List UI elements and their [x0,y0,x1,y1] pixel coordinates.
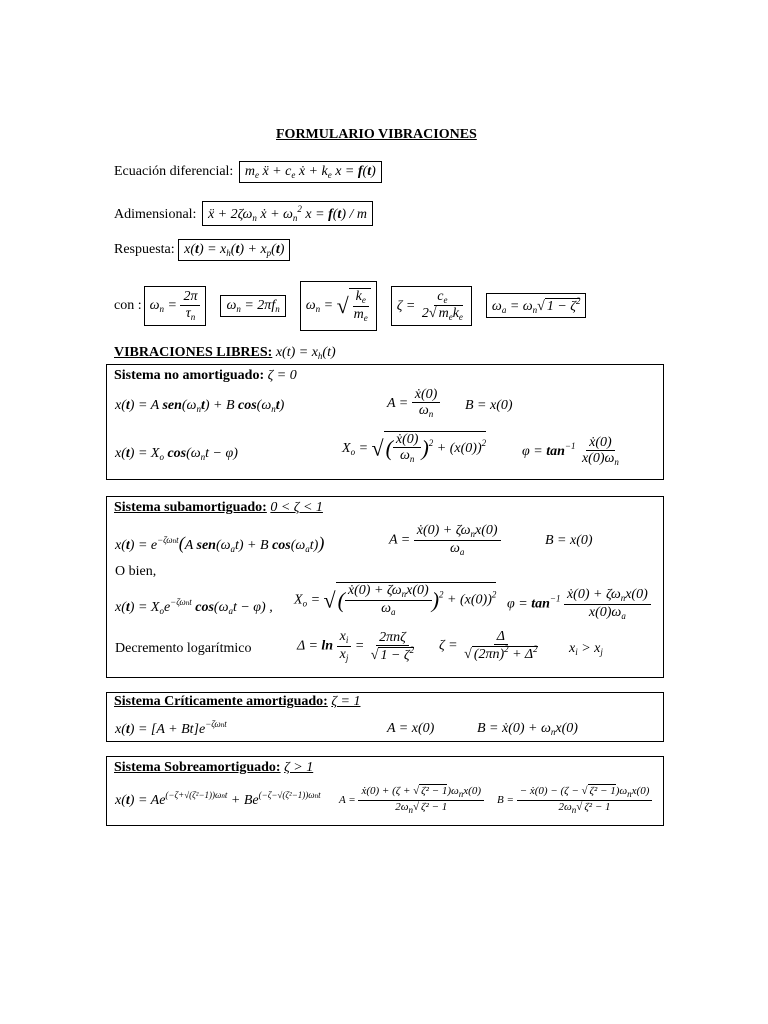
subamortiguado-title: Sistema subamortiguado: [114,500,267,515]
sobre-section [106,756,664,826]
no-amortiguado-b-eq: B = x(0) [465,398,513,413]
omega-f-formula: $\omega_n = 2\pi f_n$ [220,295,285,317]
ecuacion-formula: $m_e$ ẍ + $c_e$ ẋ + $k_e$ x = f(t) [239,161,382,183]
no-amortiguado-section [106,364,664,480]
subamortiguado-x-eq: $x(t) = e^{-\zeta\omega nt}(A$ $sen(\omega_at) + B$ $\cos(\omega_at)$) [115,533,325,554]
subamortiguado-condition: 0 < ζ < 1 [270,500,323,515]
subamortiguado-b-eq: B = x(0) [545,533,593,548]
subamortiguado-obien: O bien, [115,564,157,579]
libres-title: VIBRACIONES LIBRES: [114,345,273,360]
sobre-header [114,760,313,776]
no-amortiguado-xo-eq: $X_o$ = √( $\frac{\text{ẋ(0)}}{\omega_n}$ )$^2 + (x(0))^2$ [342,432,487,465]
critico-x-eq: $x(t) = [A + Bt]e^{-\zeta\omega nt}$ [115,719,227,737]
respuesta-row [114,239,290,261]
subamortiguado-xo-eq: $X_o$ = √( $\frac{ẋ(0) + \zeta\omega_nx(0)}{\omega_a}$ )$^2 + (x(0))^2$ [294,583,497,617]
subamortiguado-header [114,500,323,516]
adimensional-formula: ẍ + $2\zeta\omega_n$ ẋ + $\omega_n^2$ x = f(t) / m [202,201,373,226]
critico-condition: ζ = 1 [331,694,361,709]
ecuacion-label: Ecuación diferencial: [114,164,234,179]
adimensional-row [114,201,373,226]
critico-a-eq: A = x(0) [387,721,435,736]
no-amortiguado-xo-form: $x(t) = X_o$ $\cos(\omega_nt - \varphi)$ [115,446,238,462]
no-amortiguado-title: Sistema no amortiguado: [114,368,265,383]
subamortiguado-a-eq: A = $\frac{ẋ(0) + \zeta\omega_nx(0)}{\omega_a}$ [389,523,501,558]
sobre-x-eq: $x(t) = Ae^{(-\zeta+√(\zeta^2-1))\omega nt} + Be^{(-\zeta-√(\zeta^2-1))\omega nt}$ [115,790,321,808]
libres-eq: $x(t) = x_h(t)$ [275,345,336,361]
no-amortiguado-a-eq: A = $\frac{\text{ẋ(0)}}{\omega_n}$ [387,387,440,420]
no-amortiguado-condition: ζ = 0 [267,368,297,383]
sobre-title: Sistema Sobreamortiguado: [114,760,281,775]
no-amortiguado-x-eq: x(t) = A $sen(\omega_nt) + B$ $\cos(\omega_nt)$ [115,398,285,414]
con-row [114,281,586,331]
critico-title: Sistema Críticamente amortiguado: [114,694,328,709]
no-amortiguado-header [114,368,297,384]
zeta-formula: ζ = $\frac{c_e}{2√ m_ek_e}$ [391,286,472,327]
page-title: FORMULARIO VIBRACIONES [276,127,477,142]
critico-section [106,692,664,742]
respuesta-formula: $x(t) = x_h(t) + x_p(t)$ [178,239,290,261]
adimensional-label: Adimensional: [114,207,197,222]
subamortiguado-zeta-eq: ζ = $\frac{\Delta}{√ (2\pi n)^2 + \Delta^2}$ [439,629,538,663]
omega-a-formula: $\omega_a = \omega_n√$ $1 - \zeta^2$ [486,293,587,318]
subamortiguado-xo-form: $x(t) = X_oe^{-\zeta\omega nt}$ $\cos(\omega_at - \varphi)$ , [115,597,273,616]
no-amortiguado-phi-eq: $\varphi = \tan^{-1}$ $\frac{\text{ẋ(0)}}{x(0)\omega_n}$ [522,435,619,468]
subamortiguado-xi-xj: $x_i > x_j$ [569,641,603,657]
omega-k-formula: $\omega_n$ = √ $\frac{k_e}{m_e}$ [300,281,377,331]
subamortiguado-decremento-label: Decremento logarítmico [115,641,252,656]
sobre-a-eq: A = $\frac{ẋ(0) + (\zeta + √ \zeta^2 - 1)\omega_nx(0)}{2\omega_n√ \zeta^2 - 1}$ [339,785,484,816]
critico-b-eq: B = ẋ(0) + $\omega_nx(0)$ [477,721,578,737]
subamortiguado-delta-eq: Δ = ln $\frac{x_i}{x_j}$ = $\frac{\text{2πnζ}}{√ 1 - \zeta^2}$ [297,629,415,663]
con-label: con : [114,297,142,313]
omega-tau-formula: $\omega_n$ = $\frac{2\pi}{\tau_n}$ [144,286,207,325]
ecuacion-row [114,161,382,183]
libres-heading [114,345,336,361]
critico-header [114,694,360,710]
respuesta-label: Respuesta: [114,242,175,257]
subamortiguado-phi-eq: $\varphi = \tan^{-1}$ $\frac{ẋ(0) + \zeta\omega_nx(0)}{x(0)\omega_a}$ [507,587,651,622]
sobre-b-eq: B = $\frac{- ẋ(0) - (\zeta - √ \zeta^2 - 1)\omega_nx(0)}{2\omega_n√ \zeta^2 - 1}$ [497,785,652,816]
subamortiguado-section [106,496,664,678]
sobre-condition: ζ > 1 [284,760,314,775]
